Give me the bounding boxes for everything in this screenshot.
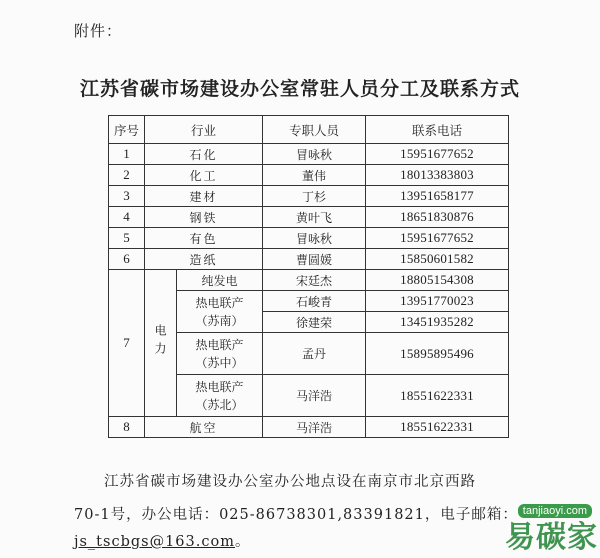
row-phone: 18805154308	[366, 270, 509, 291]
power-sub-line1: 热电联产	[195, 379, 244, 394]
row-phone: 15951677652	[366, 228, 509, 249]
row-person: 徐建荣	[263, 312, 366, 333]
table-body	[109, 144, 509, 438]
row-person: 冒咏秋	[263, 228, 366, 249]
row-person: 马洋浩	[263, 417, 366, 438]
watermark-logo: 易碳家	[505, 520, 598, 555]
row-industry: 造纸	[145, 249, 263, 270]
table-header-row	[109, 116, 509, 144]
row-phone: 13951658177	[366, 186, 509, 207]
footer-line-1: 江苏省碳市场建设办公室办公地点设在南京市北京西路	[104, 474, 476, 490]
row-person: 黄叶飞	[263, 207, 366, 228]
row-person: 孟丹	[263, 333, 366, 375]
row-person: 宋廷杰	[263, 270, 366, 291]
footer-line-3-suffix: 。	[234, 534, 251, 550]
watermark-url: tanjiaoyi.com	[518, 504, 592, 518]
row-phone: 15951677652	[366, 144, 509, 165]
row-number: 8	[109, 417, 145, 438]
footer-line-3	[74, 530, 574, 551]
row-person: 马洋浩	[263, 375, 366, 417]
row-person: 冒咏秋	[263, 144, 366, 165]
header-no: 序号	[109, 116, 145, 144]
row-person: 丁杉	[263, 186, 366, 207]
row-number: 4	[109, 207, 145, 228]
watermark	[505, 512, 598, 556]
table-row	[109, 207, 509, 228]
power-sub-industry	[177, 333, 263, 375]
row-industry: 建材	[145, 186, 263, 207]
row-industry: 石化	[145, 144, 263, 165]
row-phone: 13951770023	[366, 291, 509, 312]
power-sub-industry: 纯发电	[177, 270, 263, 291]
table-row	[109, 249, 509, 270]
power-sub-line2: （苏北）	[195, 397, 244, 412]
table-row-power	[109, 270, 509, 291]
power-sub-industry	[177, 375, 263, 417]
table-row	[109, 186, 509, 207]
row-industry: 航空	[145, 417, 263, 438]
header-person: 专职人员	[263, 116, 366, 144]
table-row	[109, 228, 509, 249]
row-industry: 钢铁	[145, 207, 263, 228]
row-person: 石峻青	[263, 291, 366, 312]
footer-line-2: 70-1号，办公电话：025-86738301,83391821，电子邮箱：	[74, 507, 518, 523]
email-link[interactable]: js_tscbgs@163.com	[74, 534, 235, 550]
table-row	[109, 417, 509, 438]
power-group-label	[145, 270, 177, 417]
power-sub-industry	[177, 291, 263, 333]
power-sub-line1: 热电联产	[195, 295, 244, 310]
row-person: 董伟	[263, 165, 366, 186]
table-row	[109, 165, 509, 186]
row-phone: 18551622331	[366, 417, 509, 438]
row-number: 7	[109, 270, 145, 417]
row-phone: 13451935282	[366, 312, 509, 333]
row-number: 2	[109, 165, 145, 186]
row-phone: 18651830876	[366, 207, 509, 228]
contact-table	[108, 115, 509, 438]
row-phone: 18013383803	[366, 165, 509, 186]
contact-table-wrapper	[108, 115, 509, 438]
row-phone: 15850601582	[366, 249, 509, 270]
power-group-text: 电力	[153, 323, 167, 360]
row-phone: 15895895496	[366, 333, 509, 375]
row-number: 5	[109, 228, 145, 249]
row-industry: 化工	[145, 165, 263, 186]
attachment-label: 附件：	[74, 22, 123, 40]
row-industry: 有色	[145, 228, 263, 249]
row-number: 6	[109, 249, 145, 270]
document-title: 江苏省碳市场建设办公室常驻人员分工及联系方式	[79, 78, 520, 100]
header-phone: 联系电话	[366, 116, 509, 144]
row-person: 曹圆媛	[263, 249, 366, 270]
power-sub-line2: （苏南）	[195, 313, 244, 328]
header-industry: 行业	[145, 116, 263, 144]
row-number: 1	[109, 144, 145, 165]
table-row	[109, 144, 509, 165]
row-phone: 18551622331	[366, 375, 509, 417]
power-sub-line1: 热电联产	[195, 337, 244, 352]
power-sub-line2: （苏中）	[195, 355, 244, 370]
row-number: 3	[109, 186, 145, 207]
